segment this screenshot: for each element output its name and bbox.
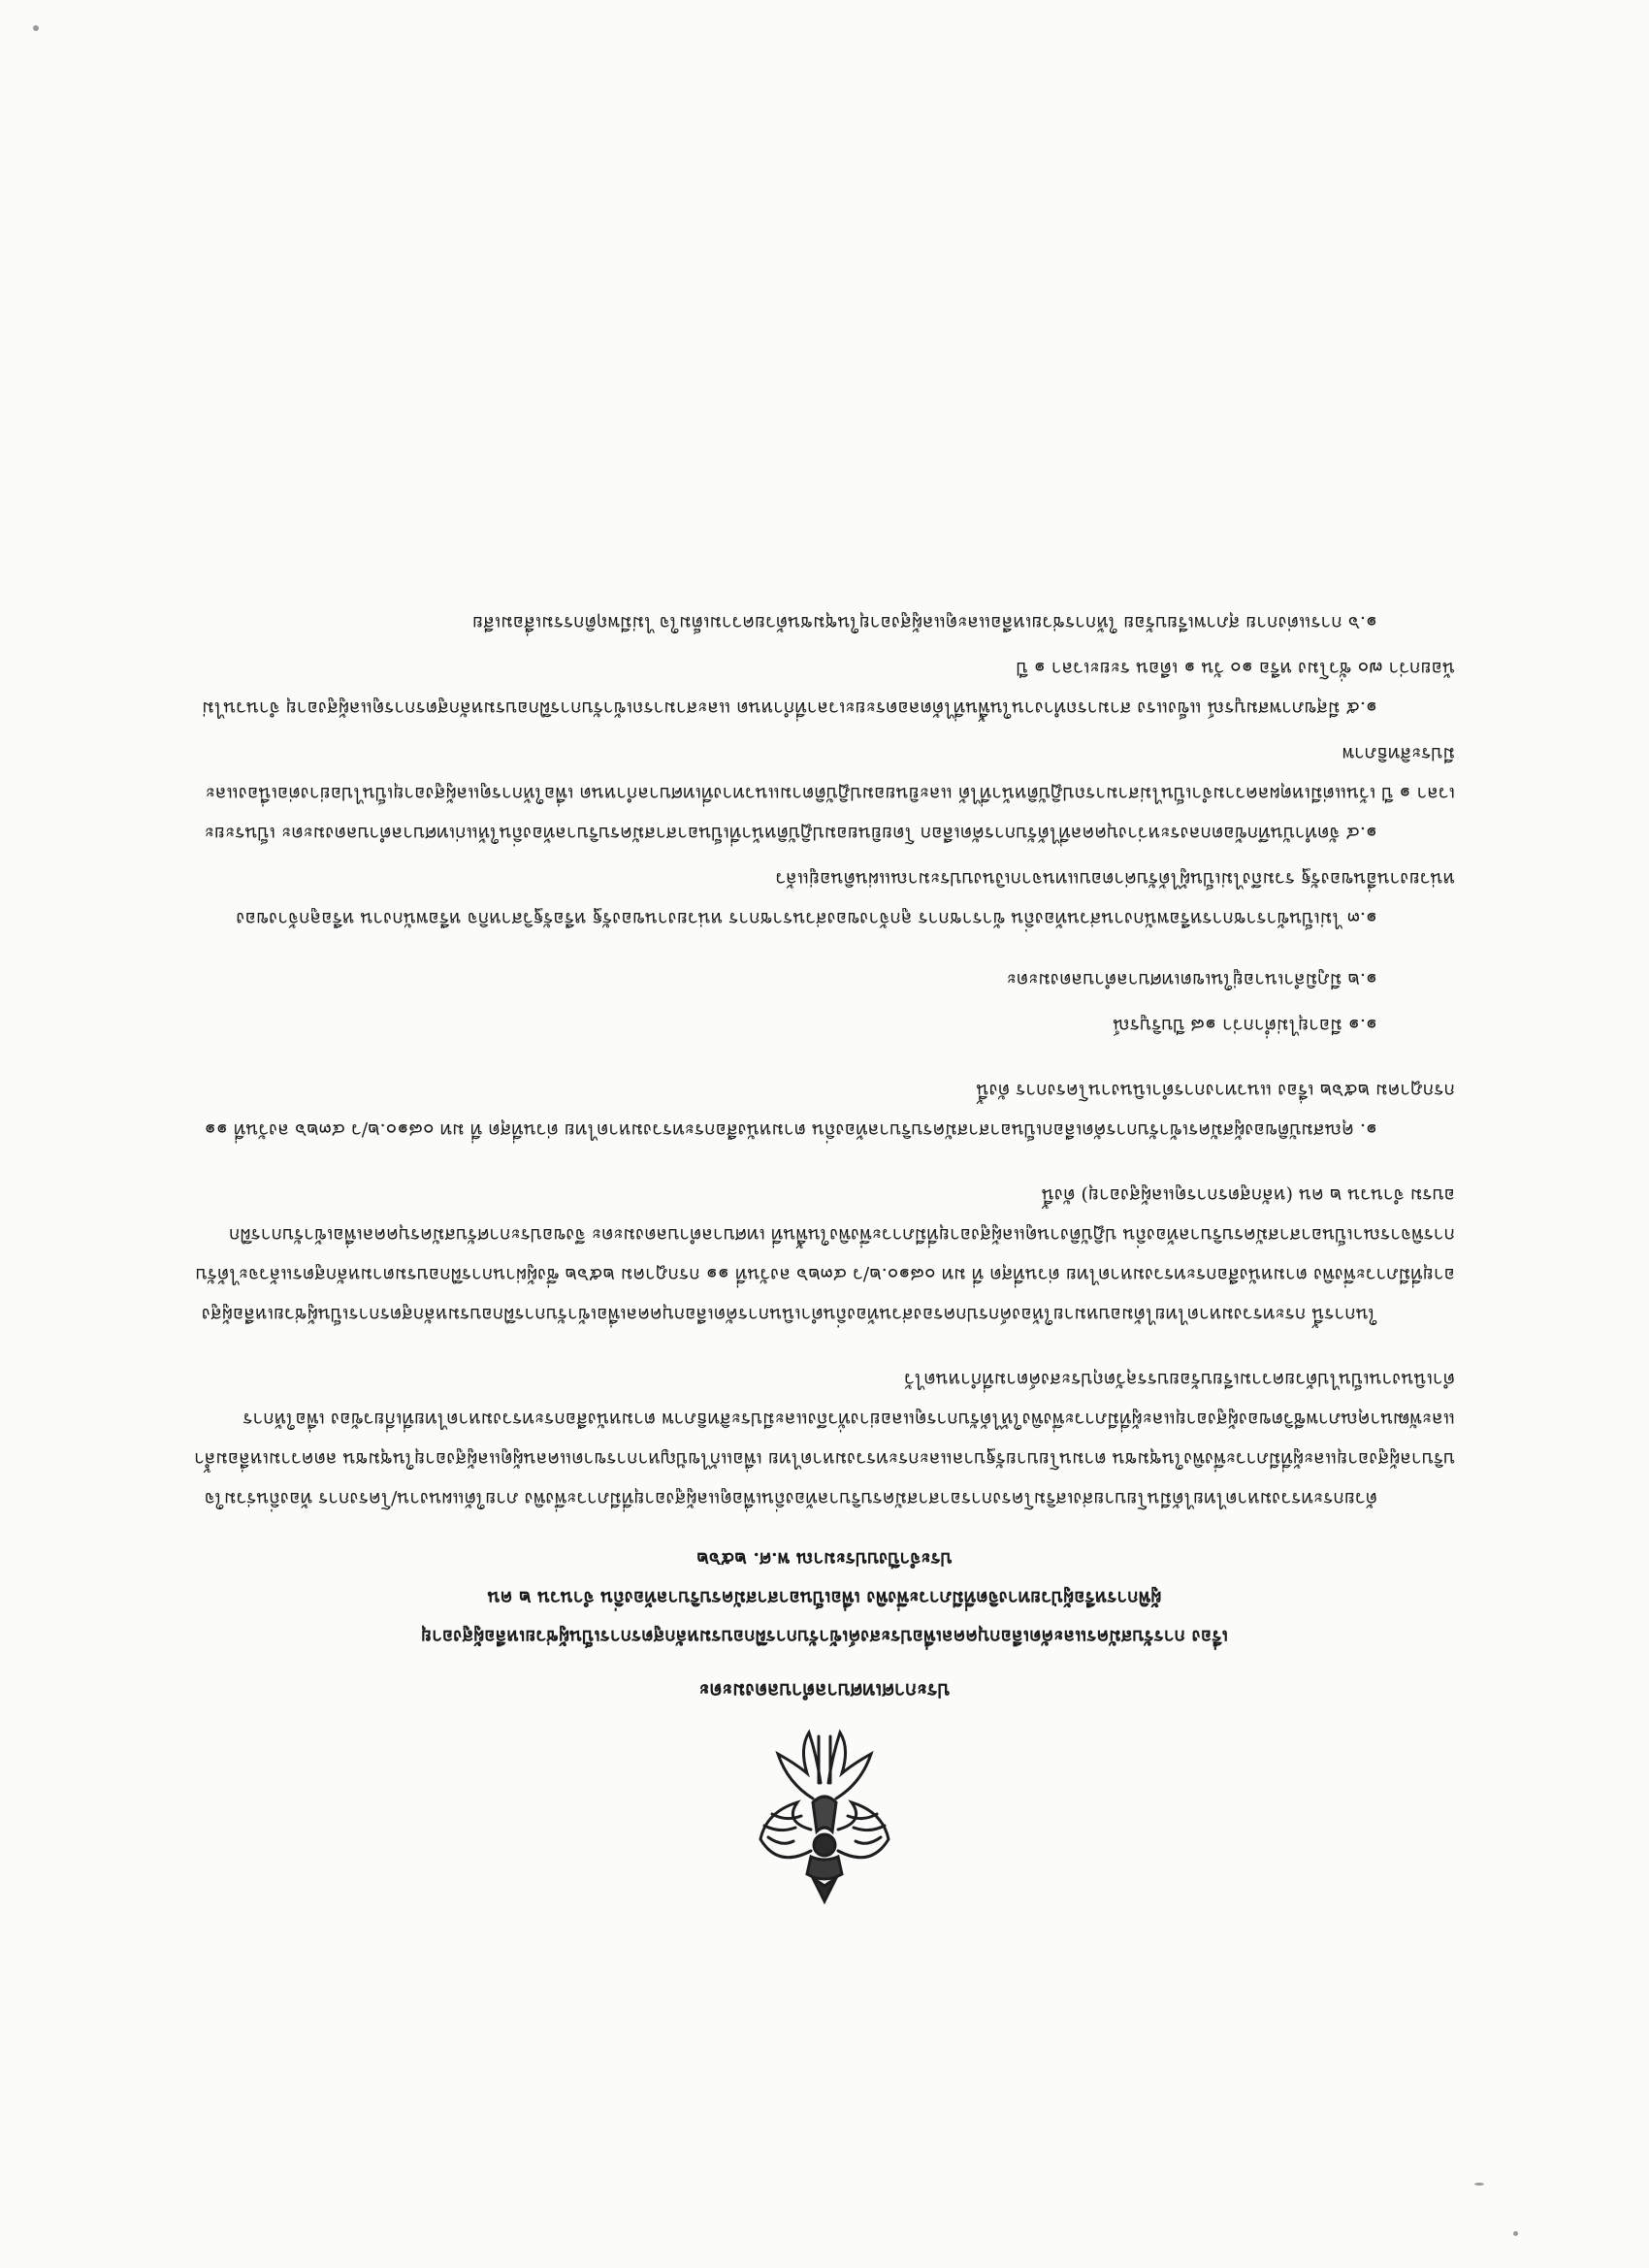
scan-speck <box>33 25 39 31</box>
list-item: ๑.๖ การแต่งกาย สุภาพเรียบร้อย ให้การช่วยเหลือและดูแลผู้สูงอายุในชุมชนด้วยความเต็มใจ ไม่มีพฤติกรรมเสื่อมเสีย <box>471 612 1377 633</box>
list-item: ๑.๒ มีภูมิลำเนาอยู่ในเขตเทศบาลตำบลดงมะดะ <box>1006 969 1377 990</box>
subject-line: ผู้พิการหรือผู้ป่วยทางจิตที่มีภาวะพึ่งพิง เพื่อเป็นอาสาสมัครบริบาลท้องถิ่น จำนวน ๒ คน <box>487 1587 1162 1608</box>
paragraph: ในการนี้ กระทรวงมหาดไทยได้มอบหมายให้องค์กรปกครองส่วนท้องถิ่นดำเนินการคัดเลือกบุคคลเพื่อเข้ารับการฝึกอบรมหลักสูตรการเป็นผู้ช่วยเหลือผู้สูงอายุที่มีภาวะพึ่งพิง ตามหนังสือกระทรวงมหาดไทย ด่วนที่สุด ที่ มท ๐๘๑๐.๒/ว ๔๓๒๖ ลงวันที่ ๑๑ กรกฎาคม ๒๕๖๒ ซึ่งผู้ผ่านการฝึกอบรมตามหลักสูตรแล้วจะได้รับการพิจารณาเป็นอาสาสมัครบริบาลท้องถิ่น ปฏิบัติงานดูแลผู้สูงอายุที่มีภาวะพึ่งพิงในพื้นที่ เทศบาลตำบลดงมะดะ จึงขอประกาศรับสมัครบุคคลเพื่อเข้ารับการฝึกอบรม จำนวน ๒ คน (หลักสูตรการดูแลผู้สูงอายุ) ดังนี้ <box>195 1184 1455 1325</box>
document-subject <box>194 1539 1455 1656</box>
scan-speck <box>1513 2231 1518 2236</box>
subject-line: เรื่อง การรับสมัครและคัดเลือกบุคคลเพื่อประสงค์เข้ารับการฝึกอบรมหลักสูตรการเป็นผู้ช่วยเหลือผู้สูงอายุ <box>421 1626 1228 1647</box>
subject-line: ประจำปีงบประมาณ พ.ศ. ๒๕๖๒ <box>696 1548 953 1570</box>
scan-speck <box>1474 2183 1484 2186</box>
garuda-emblem-icon <box>749 1725 900 1919</box>
document-heading: ประกาศเทศบาลตำบลดงมะดะ <box>698 1679 951 1702</box>
paragraph: ด้วยกระทรวงมหาดไทยได้มีนโยบายส่งเสริมโครงการอาสาสมัครบริบาลท้องถิ่นเพื่อดูแลผู้สูงอายุที่มีภาวะพึ่งพิง ภายใต้แผนงาน/โครงการ ท้องถิ่นร่วมใจบริบาลผู้สูงอายุและผู้ที่มีภาวะพึ่งพิงในชุมชน ตามนโยบายรัฐบาลและกระทรวงมหาดไทย เพื่อแก้ไขปัญหาการขาดแคลนผู้ดูแลผู้สูงอายุในชุมชน ลดความเหลื่อมล้ำ และพัฒนาคุณภาพชีวิตของผู้สูงอายุและผู้ที่มีภาวะพึ่งพิงให้ได้รับการดูแลอย่างทั่วถึงและมีประสิทธิภาพ ตามหนังสือกระทรวงมหาดไทยที่เกี่ยวข้อง เพื่อให้การดำเนินงานเป็นไปด้วยความเรียบร้อยบรรลุวัตถุประสงค์ตามที่กำหนดไว้ <box>194 1369 1455 1509</box>
list-item: ๑.๑ มีอายุไม่ต่ำกว่า ๑๘ ปีบริบูรณ์ <box>1113 1015 1377 1036</box>
list-item: ๑.๕ มีสุขภาพสมบูรณ์ แข็งแรง สามารถทำงานในพื้นที่ได้ตลอดระยะเวลาที่กำหนด และสามารถเข้ารับการฝึกอบรมหลักสูตรการดูแลผู้สูงอายุ จำนวนไม่น้อยกว่า ๗๐ ชั่วโมง หรือ ๑๐ วัน ๑ เดือน ระยะเวลา ๑ ปี <box>202 658 1455 719</box>
document-body <box>194 597 1455 1710</box>
list-item: ๑.๔ จัดทำบันทึกข้อตกลงระหว่างบุคคลที่ได้รับการคัดเลือก โดยยินยอมปฏิบัติหน้าที่เป็นอาสาสมัครบริบาลท้องถิ่นให้แก่เทศบาลตำบลดงมะดะ เป็นระยะเวลา ๑ ปี เว้นแต่มีเหตุผลความจำเป็นไม่สามารถปฏิบัติหน้าที่ได้ และยินยอมปฏิบัติตามแนวทางที่เทศบาลกำหนด เพื่อให้การดูแลผู้สูงอายุเป็นไปอย่างต่อเนื่องและมีประสิทธิภาพ <box>204 743 1455 844</box>
paragraph: ๑. คุณสมบัติของผู้สมัครเข้ารับการคัดเลือกเป็นอาสาสมัครบริบาลท้องถิ่น ตามหนังสือกระทรวงมหาดไทย ด่วนที่สุด ที่ มท ๐๘๑๐.๒/ว ๔๓๒๖ ลงวันที่ ๑๑ กรกฎาคม ๒๕๖๒ เรื่อง แนวทางการดำเนินงานโครงการ ดังนี้ <box>204 1080 1455 1141</box>
list-item: ๑.๓ ไม่เป็นข้าราชการหรือพนักงานส่วนท้องถิ่น ข้าราชการ ลูกจ้างของส่วนราชการ หน่วยงานของรัฐ หรือรัฐวิสาหกิจ หรือพนักงาน หรือลูกจ้างของหน่วยงานอื่นของรัฐ รวมถึงไม่เป็นผู้ได้รับค่าตอบแทนจากเงินงบประมาณแผ่นดินอยู่แล้ว <box>236 868 1455 929</box>
